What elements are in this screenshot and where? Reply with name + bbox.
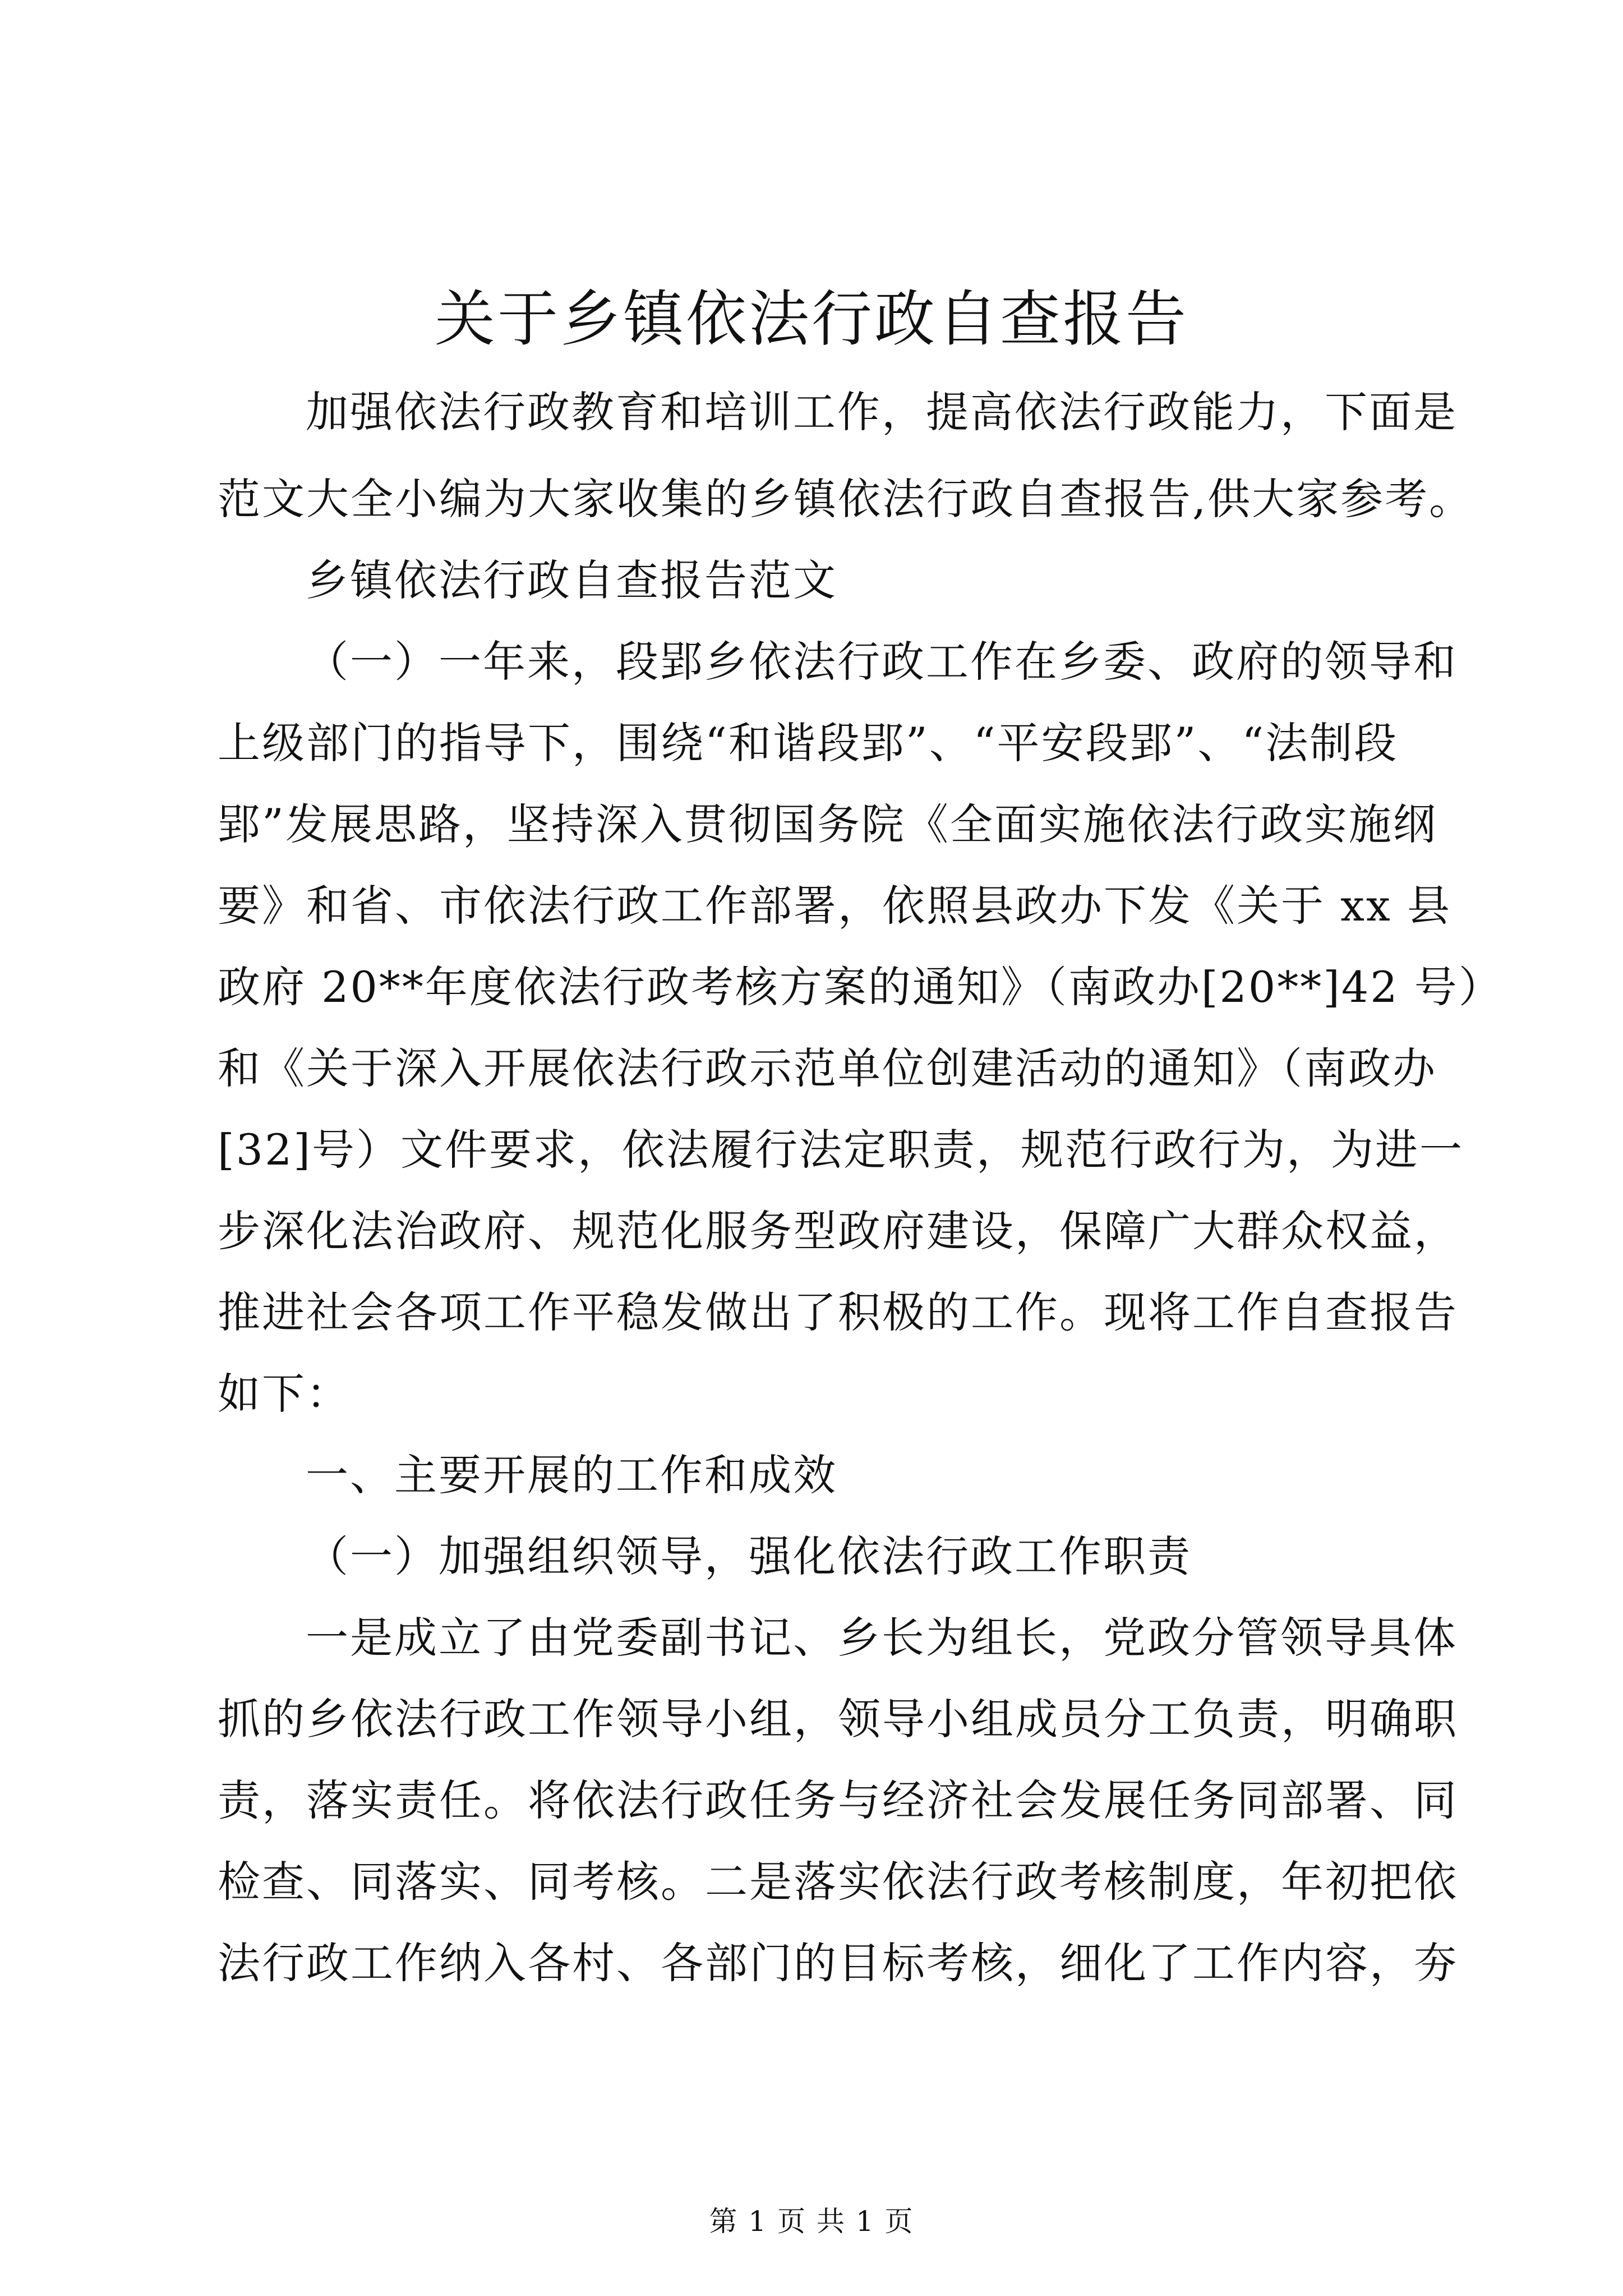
- paragraph-line: 政府 20**年度依法行政考核方案的通知》（南政办[20**]42 号）: [218, 962, 1503, 1012]
- paragraph-line: 范文大全小编为大家收集的乡镇依法行政自查报告,供大家参考。: [218, 474, 1474, 524]
- paragraph-line: 加强依法行政教育和培训工作，提高依法行政能力，下面是: [306, 387, 1458, 437]
- paragraph-line: 法行政工作纳入各村、各部门的目标考核，细化了工作内容，夯: [218, 1938, 1458, 1988]
- paragraph-line: 责，落实责任。将依法行政任务与经济社会发展任务同部署、同: [218, 1775, 1458, 1825]
- subsection-heading: （一）加强组织领导，强化依法行政工作职责: [306, 1531, 1192, 1581]
- paragraph-line: 步深化法治政府、规范化服务型政府建设，保障广大群众权益，: [218, 1206, 1458, 1256]
- section-subtitle: 乡镇依法行政自查报告范文: [306, 555, 837, 605]
- paragraph-line: 郢”发展思路，坚持深入贯彻国务院《全面实施依法行政实施纲: [218, 799, 1437, 849]
- section-heading: 一、主要开展的工作和成效: [306, 1450, 837, 1500]
- paragraph-line: 推进社会各项工作平稳发做出了积极的工作。现将工作自查报告: [218, 1287, 1458, 1337]
- paragraph-line: 要》和省、市依法行政工作部署，依照县政办下发《关于 xx 县: [218, 881, 1452, 931]
- paragraph-line: 如下：: [218, 1369, 351, 1419]
- paragraph-line: 检查、同落实、同考核。二是落实依法行政考核制度，年初把依: [218, 1857, 1458, 1907]
- paragraph-line: 一是成立了由党委副书记、乡长为组长，党政分管领导具体: [306, 1613, 1458, 1663]
- paragraph-line: 上级部门的指导下，围绕“和谐段郢”、“平安段郢”、“法制段: [218, 718, 1399, 768]
- paragraph-line: [32]号）文件要求，依法履行法定职责，规范行政行为，为进一: [218, 1125, 1464, 1175]
- paragraph-line: 和《关于深入开展依法行政示范单位创建活动的通知》（南政办: [218, 1043, 1437, 1093]
- paragraph-line: 抓的乡依法行政工作领导小组，领导小组成员分工负责，明确职: [218, 1694, 1458, 1744]
- page-footer: 第 1 页 共 1 页: [709, 2205, 914, 2238]
- document-title: 关于乡镇依法行政自查报告: [434, 284, 1188, 355]
- paragraph-line: （一）一年来，段郢乡依法行政工作在乡委、政府的领导和: [306, 637, 1458, 687]
